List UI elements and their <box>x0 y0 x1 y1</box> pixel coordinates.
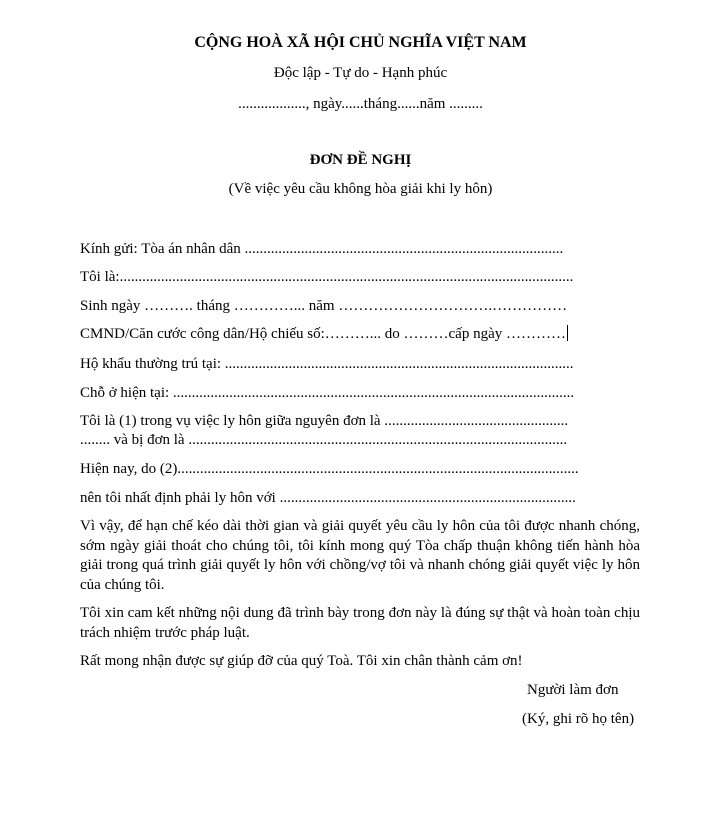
field-current-address: Chỗ ở hiện tại: ........................................................................................................... <box>80 385 575 401</box>
field-reason: Hiện nay, do (2)........................................................................................................... <box>80 461 579 477</box>
thanks-paragraph: Rất mong nhận được sự giúp đỡ của quý Toà. Tôi xin chân thành cảm ơn! <box>80 653 523 669</box>
document-title: ĐƠN ĐỀ NGHỊ <box>309 152 412 168</box>
field-case-role: Tôi là (1) trong vụ việc ly hôn giữa nguyên đơn là ................................................. <box>80 413 569 429</box>
text-cursor <box>567 325 568 341</box>
signature-note: (Ký, ghi rõ họ tên) <box>522 711 635 727</box>
field-recipient: Kính gửi: Tòa án nhân dân ..................................................................................... <box>80 241 564 257</box>
field-defendant: ........ và bị đơn là ..................................................................................................... <box>80 432 568 448</box>
field-birthdate: Sinh ngày ………. tháng …………... năm ………………………….…………… <box>80 298 568 314</box>
commitment-paragraph: Tôi xin cam kết những nội dung đã trình bày trong đơn này là đúng sự thật và hoàn toàn chịu trách nhiệm trước pháp luật. <box>80 605 640 641</box>
field-permanent-address: Hộ khẩu thường trú tại: ............................................................................................. <box>80 356 574 372</box>
field-id-number <box>80 325 568 343</box>
signature-role: Người làm đơn <box>527 682 619 698</box>
field-id-number-text: CMND/Căn cước công dân/Hộ chiếu số:………... do ………cấp ngày ………… <box>80 326 566 342</box>
date-line: .................., ngày......tháng......năm ......... <box>238 96 483 112</box>
motto: Độc lập - Tự do - Hạnh phúc <box>273 65 448 81</box>
field-divorce-with: nên tôi nhất định phải ly hôn với ............................................................................... <box>80 490 576 506</box>
document-subtitle: (Về việc yêu cầu không hòa giải khi ly hôn) <box>228 181 493 197</box>
field-name: Tôi là:......................................................................................................................... <box>80 269 574 285</box>
request-paragraph: Vì vậy, để hạn chế kéo dài thời gian và giải quyết yêu cầu ly hôn của tôi được nhanh chóng, sớm ngày giải thoát cho chúng tôi, tôi kính mong quý Tòa chấp thuận không tiến hành hòa giải trong quá trình giải quyết ly hôn với chồng/vợ tôi và nhanh chóng giải quyết việc ly hôn của chúng tôi. <box>80 518 640 593</box>
country-heading: CỘNG HOÀ XÃ HỘI CHỦ NGHĨA VIỆT NAM <box>194 34 527 51</box>
